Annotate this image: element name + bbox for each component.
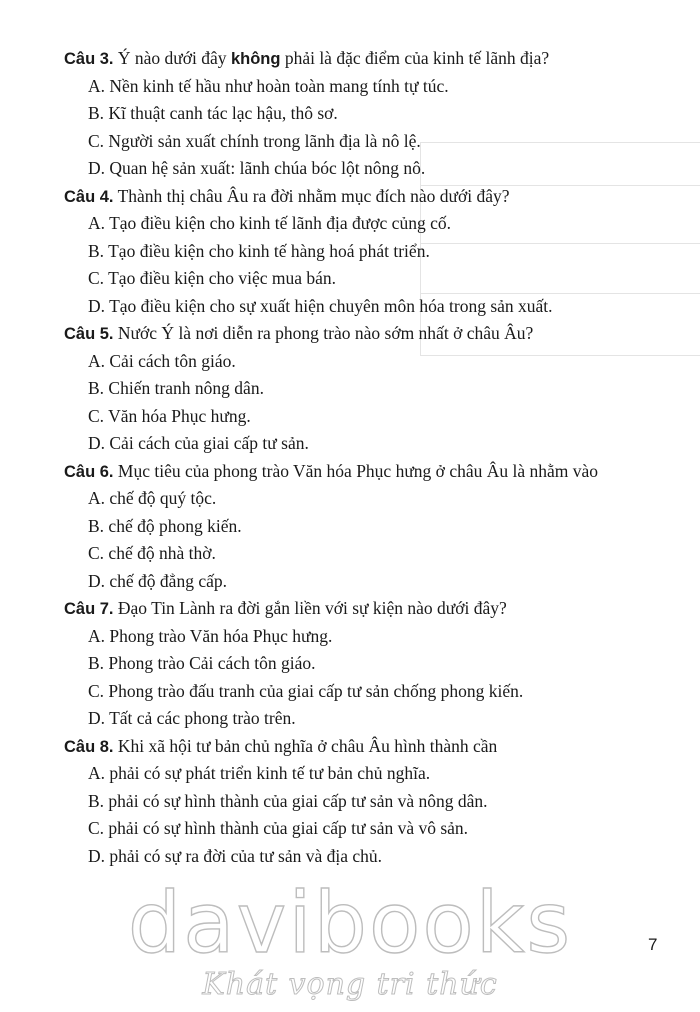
page-number: 7 <box>648 935 658 954</box>
question-label: Câu 5. <box>64 325 114 343</box>
option-5b: B. Chiến tranh nông dân. <box>88 378 264 398</box>
question-text: phải là đặc điểm của kinh tế lãnh địa? <box>280 48 550 68</box>
option-6a: A. chế độ quý tộc. <box>88 488 217 508</box>
option-7b: B. Phong trào Cải cách tôn giáo. <box>88 653 316 673</box>
option-7a: A. Phong trào Văn hóa Phục hưng. <box>88 626 333 646</box>
watermark-tagline: Khát vọng tri thức <box>202 967 498 1002</box>
watermark-logo: davibooks <box>127 874 573 972</box>
question-text: Khi xã hội tư bản chủ nghĩa ở châu Âu hình thành cần <box>113 736 498 756</box>
question-6 <box>64 460 598 483</box>
option-6b: B. chế độ phong kiến. <box>88 516 242 536</box>
question-text: Ý nào dưới đây <box>113 48 231 68</box>
question-label: Câu 7. <box>64 600 114 618</box>
option-5c: C. Văn hóa Phục hưng. <box>88 406 251 426</box>
question-text: Thành thị châu Âu ra đời nhằm mục đích nào dưới đây? <box>113 186 510 206</box>
question-text: Đạo Tin Lành ra đời gắn liền với sự kiện nào dưới đây? <box>113 598 507 618</box>
option-4d: D. Tạo điều kiện cho sự xuất hiện chuyên môn hóa trong sản xuất. <box>88 296 553 316</box>
option-3a: A. Nền kinh tế hầu như hoàn toàn mang tính tự túc. <box>88 76 449 96</box>
question-7 <box>64 597 507 620</box>
option-8a: A. phải có sự phát triển kinh tế tư bản chủ nghĩa. <box>88 763 431 783</box>
option-4a: A. Tạo điều kiện cho kinh tế lãnh địa được củng cố. <box>88 213 451 233</box>
option-5a: A. Cải cách tôn giáo. <box>88 351 236 371</box>
question-3 <box>64 47 549 70</box>
option-3d: D. Quan hệ sản xuất: lãnh chúa bóc lột nông nô. <box>88 158 426 178</box>
option-3b: B. Kĩ thuật canh tác lạc hậu, thô sơ. <box>88 103 338 123</box>
option-7c: C. Phong trào đấu tranh của giai cấp tư sản chống phong kiến. <box>88 681 524 701</box>
option-8b: B. phải có sự hình thành của giai cấp tư sản và nông dân. <box>88 791 488 811</box>
question-4 <box>64 185 510 208</box>
option-4b: B. Tạo điều kiện cho kinh tế hàng hoá phát triển. <box>88 241 430 261</box>
question-text: Mục tiêu của phong trào Văn hóa Phục hưng ở châu Âu là nhằm vào <box>113 461 599 481</box>
option-6c: C. chế độ nhà thờ. <box>88 543 216 563</box>
option-5d: D. Cải cách của giai cấp tư sản. <box>88 433 309 453</box>
option-4c: C. Tạo điều kiện cho việc mua bán. <box>88 268 337 288</box>
question-label: Câu 3. <box>64 50 114 68</box>
question-label: Câu 8. <box>64 738 114 756</box>
question-label: Câu 4. <box>64 188 114 206</box>
question-text: Nước Ý là nơi diễn ra phong trào nào sớm nhất ở châu Âu? <box>113 323 534 343</box>
option-8d: D. phải có sự ra đời của tư sản và địa chủ. <box>88 846 383 866</box>
question-5 <box>64 322 533 345</box>
option-6d: D. chế độ đẳng cấp. <box>88 571 227 591</box>
option-3c: C. Người sản xuất chính trong lãnh địa là nô lệ. <box>88 131 421 151</box>
option-8c: C. phải có sự hình thành của giai cấp tư sản và vô sản. <box>88 818 469 838</box>
option-7d: D. Tất cả các phong trào trên. <box>88 708 296 728</box>
question-emphasis: không <box>230 50 281 68</box>
question-8 <box>64 735 497 758</box>
question-label: Câu 6. <box>64 463 114 481</box>
